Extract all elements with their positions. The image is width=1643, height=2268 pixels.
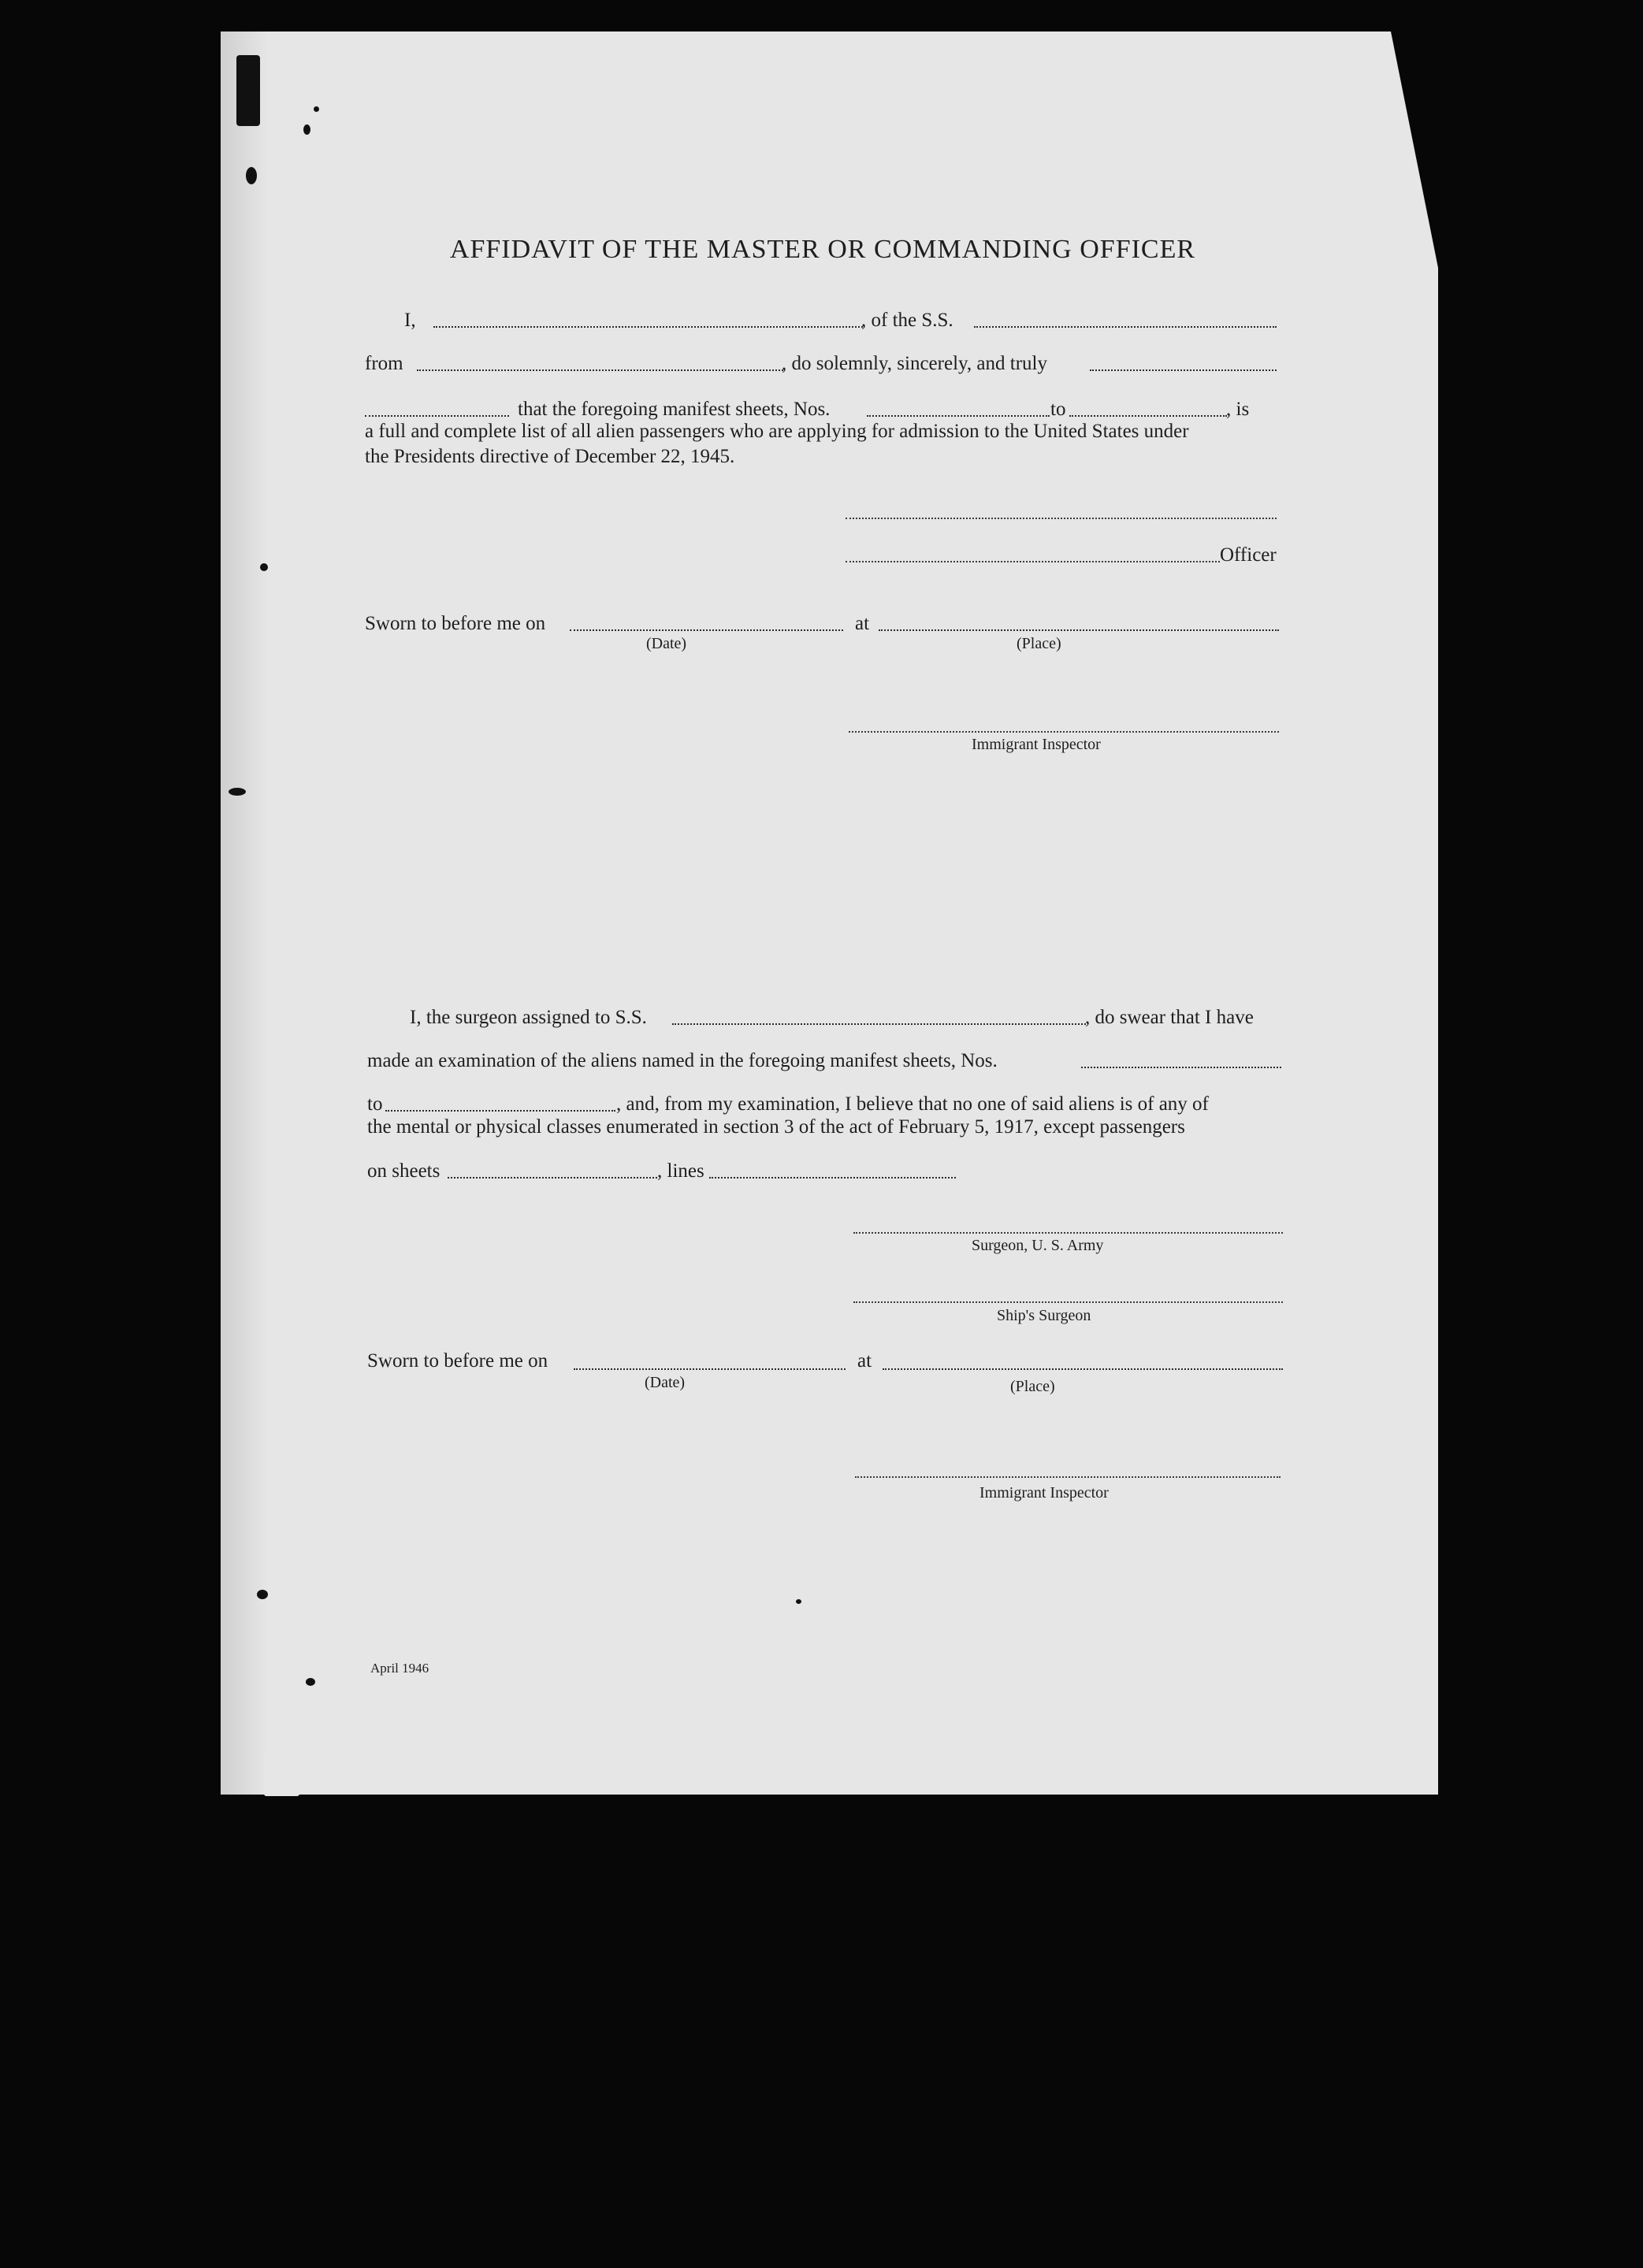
officer-signature-line-1[interactable] — [846, 518, 1277, 519]
surgeon-ship-field[interactable] — [672, 1023, 1086, 1025]
master-line4: a full and complete list of all alien passengers who are applying for admission to the United States under — [365, 421, 1189, 442]
surgeon-manifest-nos-from-field[interactable] — [1081, 1067, 1281, 1068]
surgeon-line5-prefix: on sheets — [367, 1160, 440, 1182]
surgeon-sworn-label: Sworn to before me on — [367, 1350, 548, 1372]
ink-speck — [260, 563, 268, 571]
surgeon-date-caption: (Date) — [645, 1374, 686, 1391]
master-line2-prefix: from — [365, 353, 403, 374]
surgeon-line2: made an examination of the aliens named in the foregoing manifest sheets, Nos. — [367, 1050, 998, 1071]
master-inspector-label: Immigrant Inspector — [972, 736, 1101, 753]
surgeon-line1-prefix: I, the surgeon assigned to S.S. — [410, 1007, 647, 1028]
master-name-field[interactable] — [433, 326, 863, 328]
master-sworn-date-field[interactable] — [570, 629, 843, 631]
surgeon-inspector-label: Immigrant Inspector — [979, 1484, 1109, 1501]
master-date-caption: (Date) — [646, 635, 687, 652]
master-sworn-place-field[interactable] — [879, 629, 1279, 631]
ship-name-field[interactable] — [974, 326, 1277, 328]
oath-verb-field[interactable] — [365, 415, 509, 417]
paper-sheet — [221, 32, 1438, 1795]
ink-speck — [246, 167, 257, 184]
ink-speck — [236, 55, 260, 126]
manifest-nos-from-field[interactable] — [867, 415, 1050, 417]
departure-port-field[interactable] — [417, 369, 783, 371]
surgeon-line4: the mental or physical classes enumerated in section 3 of the act of February 5, 1917, except passengers — [367, 1116, 1185, 1138]
surgeon-place-caption: (Place) — [1010, 1378, 1055, 1395]
excepted-sheets-field[interactable] — [448, 1177, 657, 1179]
surgeon-manifest-nos-to-field[interactable] — [385, 1110, 615, 1112]
paper-edge-shadow — [221, 32, 268, 1795]
ink-speck — [314, 106, 319, 112]
master-line5: the Presidents directive of December 22, 1945. — [365, 446, 735, 467]
master-line3-end: , is — [1226, 399, 1250, 420]
surgeon-sworn-date-field[interactable] — [574, 1368, 846, 1370]
surgeon-line5-lines: , lines — [657, 1160, 704, 1182]
ink-speck — [229, 788, 246, 796]
ships-surgeon-label: Ship's Surgeon — [997, 1307, 1091, 1324]
master-place-caption: (Place) — [1017, 635, 1061, 652]
master-sworn-label: Sworn to before me on — [365, 613, 546, 634]
excepted-lines-field[interactable] — [709, 1177, 956, 1179]
page-title: AFFIDAVIT OF THE MASTER OR COMMANDING OFFICER — [449, 235, 1196, 264]
ships-surgeon-signature-line[interactable] — [853, 1301, 1283, 1303]
oath-form-field[interactable] — [1090, 369, 1277, 371]
ink-speck — [303, 124, 310, 135]
master-line1-mid: , of the S.S. — [861, 310, 953, 331]
surgeon-line3-prefix: to — [367, 1093, 383, 1115]
ink-speck — [264, 1749, 299, 1796]
master-line1-prefix: I, — [404, 310, 416, 331]
officer-label: Officer — [1220, 544, 1277, 566]
surgeon-line1-end: , do swear that I have — [1085, 1007, 1254, 1028]
surgeon-inspector-signature-line[interactable] — [855, 1476, 1281, 1478]
master-line3-to: to — [1050, 399, 1066, 420]
surgeon-line3-end: , and, from my examination, I believe that no one of said aliens is of any of — [616, 1093, 1209, 1115]
officer-signature-line-2[interactable] — [846, 561, 1220, 562]
ink-speck — [796, 1599, 801, 1604]
manifest-nos-to-field[interactable] — [1069, 415, 1227, 417]
ink-speck — [257, 1590, 268, 1599]
footer-date: April 1946 — [370, 1661, 429, 1676]
surgeon-at-label: at — [857, 1350, 872, 1372]
ink-speck — [306, 1678, 315, 1686]
surgeon-sworn-place-field[interactable] — [883, 1368, 1283, 1370]
army-surgeon-label: Surgeon, U. S. Army — [972, 1237, 1104, 1254]
master-line3-mid: that the foregoing manifest sheets, Nos. — [518, 399, 831, 420]
master-line2-mid: , do solemnly, sincerely, and truly — [782, 353, 1047, 374]
master-at-label: at — [855, 613, 870, 634]
